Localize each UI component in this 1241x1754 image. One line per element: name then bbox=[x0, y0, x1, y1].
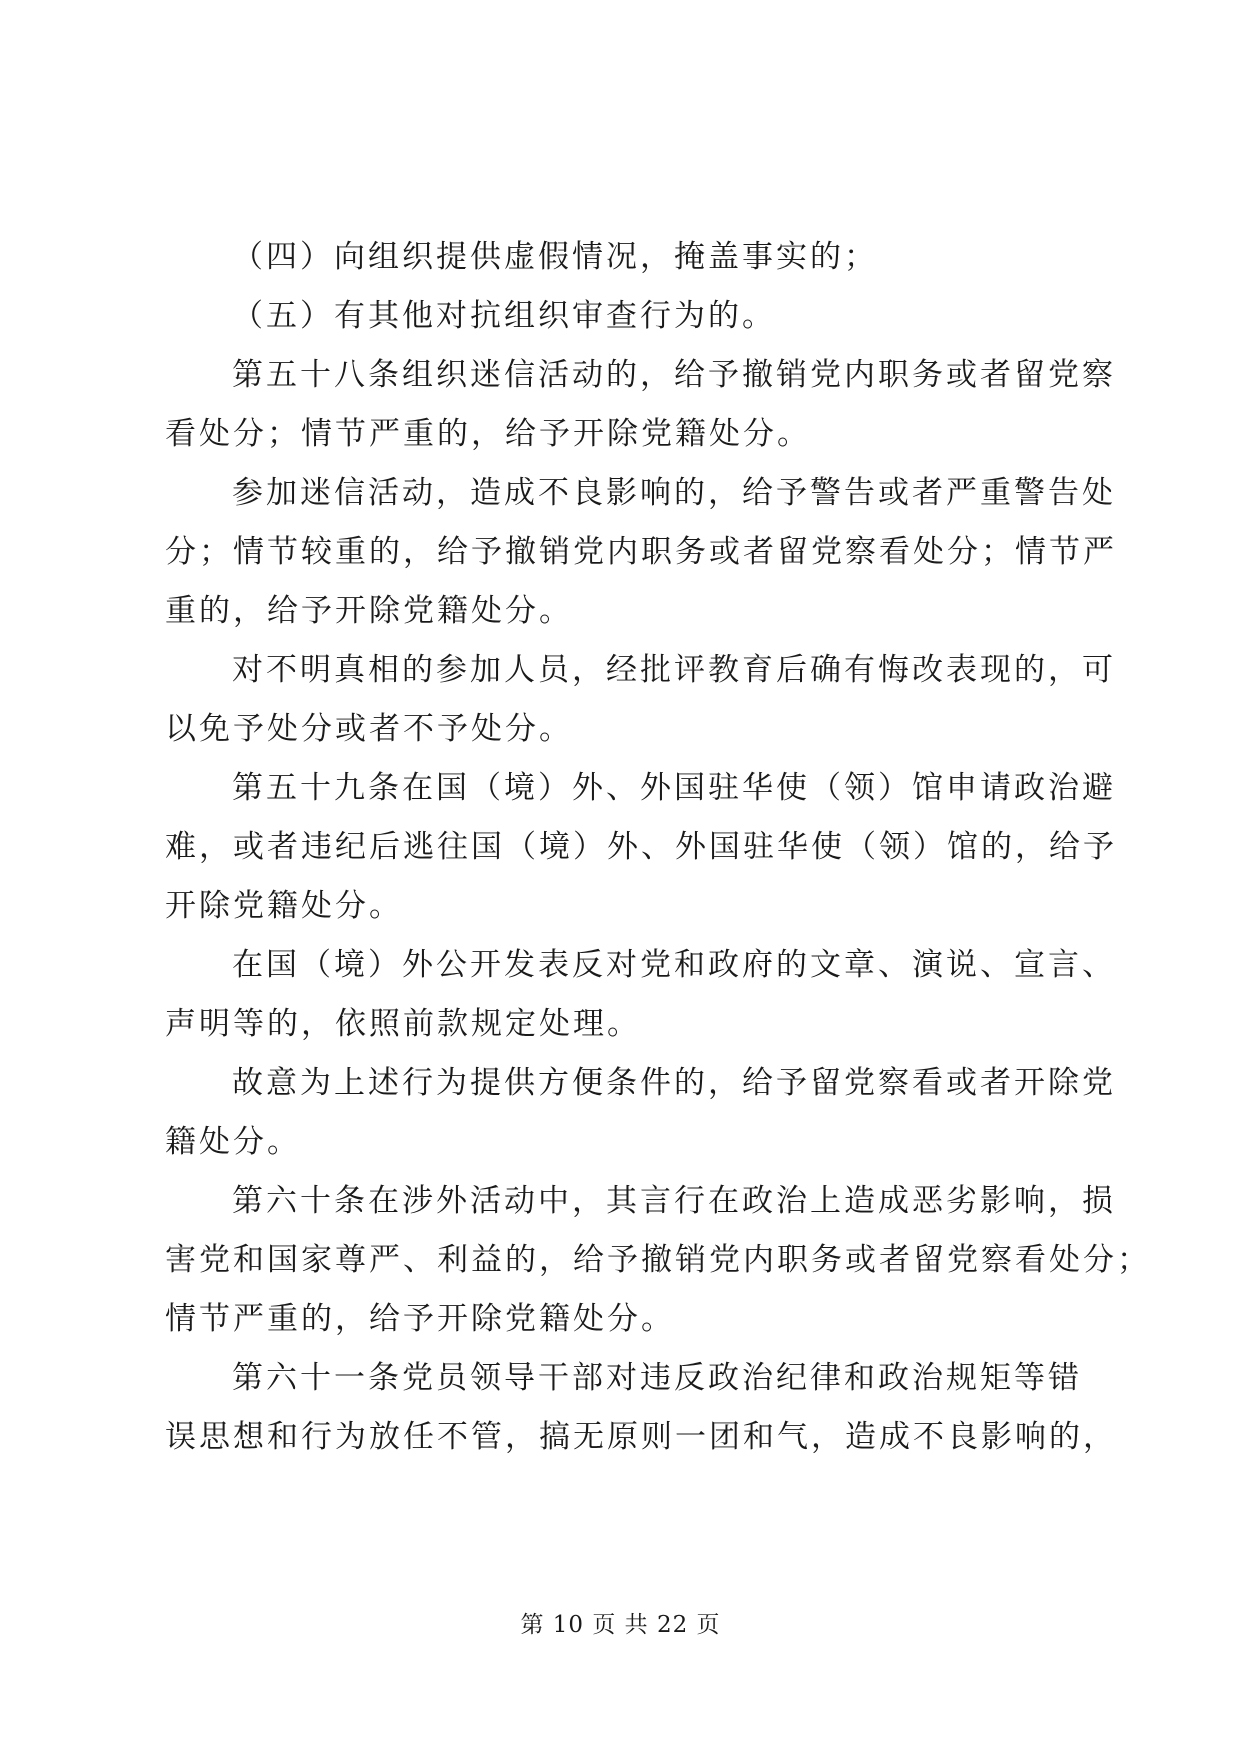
paragraph-line: 故意为上述行为提供方便条件的，给予留党察看或者开除党 bbox=[232, 1065, 1116, 1101]
paragraph-line: 在国（境）外公开发表反对党和政府的文章、演说、宣言、 bbox=[232, 947, 1116, 983]
paragraph-line: 害党和国家尊严、利益的，给予撤销党内职务或者留党察看处分； bbox=[165, 1242, 1151, 1278]
paragraph-line: 以免予处分或者不予处分。 bbox=[165, 711, 573, 747]
paragraph-line: 参加迷信活动，造成不良影响的，给予警告或者严重警告处 bbox=[232, 475, 1116, 511]
paragraph-line: （五）有其他对抗组织审查行为的。 bbox=[232, 298, 776, 334]
paragraph-line: 第六十条在涉外活动中，其言行在政治上造成恶劣影响，损 bbox=[232, 1183, 1116, 1219]
paragraph-line: 难，或者违纪后逃往国（境）外、外国驻华使（领）馆的，给予 bbox=[165, 829, 1117, 865]
paragraph-line: 声明等的，依照前款规定处理。 bbox=[165, 1006, 641, 1042]
paragraph-line: 第五十八条组织迷信活动的，给予撤销党内职务或者留党察 bbox=[232, 357, 1116, 393]
paragraph-line: 重的，给予开除党籍处分。 bbox=[165, 593, 573, 629]
document-body bbox=[165, 228, 1151, 1467]
paragraph-line: 看处分；情节严重的，给予开除党籍处分。 bbox=[165, 416, 811, 452]
paragraph-line: 分；情节较重的，给予撤销党内职务或者留党察看处分；情节严 bbox=[165, 534, 1117, 570]
paragraph-line: 对不明真相的参加人员，经批评教育后确有悔改表现的，可 bbox=[232, 652, 1116, 688]
paragraph-line: 情节严重的，给予开除党籍处分。 bbox=[165, 1301, 675, 1337]
page-number-footer: 第 10 页 共 22 页 bbox=[520, 1612, 721, 1638]
paragraph-line: 开除党籍处分。 bbox=[165, 888, 403, 924]
paragraph-line: 籍处分。 bbox=[165, 1124, 301, 1160]
paragraph-line: 第五十九条在国（境）外、外国驻华使（领）馆申请政治避 bbox=[232, 770, 1116, 806]
paragraph-line: （四）向组织提供虚假情况，掩盖事实的； bbox=[232, 239, 878, 275]
paragraph-line: 误思想和行为放任不管，搞无原则一团和气，造成不良影响的， bbox=[165, 1419, 1117, 1455]
paragraph-line: 第六十一条党员领导干部对违反政治纪律和政治规矩等错 bbox=[232, 1360, 1082, 1396]
